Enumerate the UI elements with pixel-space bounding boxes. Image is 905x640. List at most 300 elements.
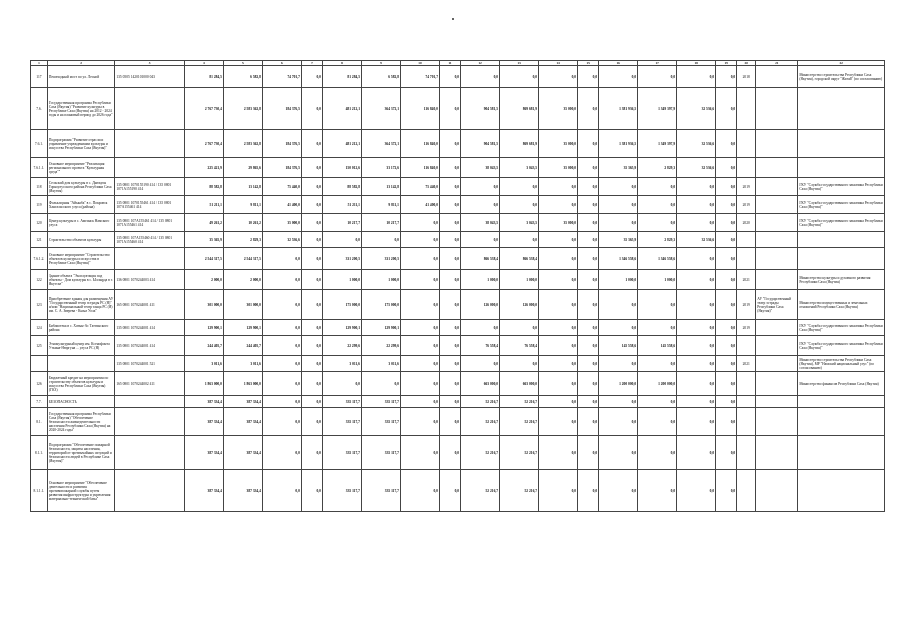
amount-cell: 9 811,1 bbox=[361, 196, 400, 214]
year-cell: 2019 bbox=[737, 178, 756, 196]
amount-cell: 0,0 bbox=[400, 320, 439, 336]
year-cell: 2018 bbox=[737, 66, 756, 88]
responsible-cell bbox=[756, 336, 798, 356]
amount-cell: 0,0 bbox=[262, 336, 301, 356]
budget-code-cell: 165 0801 1070244002 411 bbox=[115, 372, 185, 396]
item-name-cell: Строительство объектов культуры bbox=[47, 232, 114, 248]
amount-cell: 0,0 bbox=[262, 396, 301, 408]
item-name-cell: Основное мероприятие "Обеспечение деятельности и развития противопожарной службы путем развития инфраструктуры и укрепления материально-технической базы" bbox=[47, 470, 114, 512]
item-name-cell: Сельский дом культуры в с. Дьюкуон Горноулусского района Республики Саха (Якутия) bbox=[47, 178, 114, 196]
budget-table-sheet bbox=[30, 60, 885, 512]
table-row bbox=[31, 158, 885, 178]
amount-cell: 0,0 bbox=[439, 214, 460, 232]
amount-cell: 0,0 bbox=[638, 436, 677, 470]
column-number: 8 bbox=[322, 61, 361, 66]
column-number: 3 bbox=[115, 61, 185, 66]
amount-cell: 126 000,0 bbox=[461, 290, 500, 320]
amount-cell: 0,0 bbox=[677, 196, 716, 214]
amount-cell: 0,0 bbox=[578, 196, 599, 214]
responsible-cell bbox=[756, 88, 798, 130]
amount-cell: 2 000,0 bbox=[184, 270, 223, 290]
amount-cell: 0,0 bbox=[578, 470, 599, 512]
amount-cell: 0,0 bbox=[400, 396, 439, 408]
amount-cell: 0,0 bbox=[301, 158, 322, 178]
amount-cell: 0,0 bbox=[578, 290, 599, 320]
amount-cell: 3 011,6 bbox=[361, 356, 400, 372]
amount-cell: 0,0 bbox=[677, 320, 716, 336]
amount-cell: 0,0 bbox=[578, 88, 599, 130]
responsible-cell bbox=[756, 196, 798, 214]
amount-cell: 1 000,0 bbox=[500, 270, 539, 290]
budget-code-cell: 165 0801 1070244001 411 bbox=[115, 290, 185, 320]
amount-cell: 0,0 bbox=[716, 232, 737, 248]
amount-cell: 38 043,5 bbox=[461, 158, 500, 178]
amount-cell: 0,0 bbox=[638, 356, 677, 372]
responsible-cell bbox=[798, 130, 885, 158]
amount-cell: 0,0 bbox=[599, 320, 638, 336]
amount-cell: 32 536,6 bbox=[677, 232, 716, 248]
year-cell bbox=[737, 436, 756, 470]
amount-cell: 0,0 bbox=[439, 270, 460, 290]
year-cell bbox=[737, 470, 756, 512]
amount-cell: 0,0 bbox=[439, 178, 460, 196]
amount-cell: 0,0 bbox=[262, 248, 301, 270]
amount-cell: 13 142,8 bbox=[361, 178, 400, 196]
column-number: 22 bbox=[798, 61, 885, 66]
amount-cell: 0,0 bbox=[677, 214, 716, 232]
amount-cell: 9 811,1 bbox=[223, 196, 262, 214]
year-cell: 2021 bbox=[737, 356, 756, 372]
amount-cell: 481 212,1 bbox=[322, 130, 361, 158]
row-number-cell: 118 bbox=[31, 178, 48, 196]
amount-cell: 0,0 bbox=[461, 320, 500, 336]
amount-cell: 0,0 bbox=[301, 470, 322, 512]
amount-cell: 0,0 bbox=[439, 470, 460, 512]
amount-cell: 0,0 bbox=[638, 196, 677, 214]
amount-cell: 1 200 000,0 bbox=[599, 372, 638, 396]
table-row bbox=[31, 130, 885, 158]
column-number: 1 bbox=[31, 61, 48, 66]
amount-cell: 0,0 bbox=[716, 178, 737, 196]
row-number-cell: 7.7. bbox=[31, 396, 48, 408]
amount-cell: 129 900,1 bbox=[361, 320, 400, 336]
year-cell bbox=[737, 248, 756, 270]
column-number: 2 bbox=[47, 61, 114, 66]
amount-cell: 481 212,1 bbox=[322, 88, 361, 130]
amount-cell: 3 011,6 bbox=[184, 356, 223, 372]
amount-cell: 0,0 bbox=[301, 232, 322, 248]
responsible-cell: Министерство культуры и духовного развития Республики Саха (Якутия) bbox=[798, 270, 885, 290]
budget-code-cell: 135 0801 107А155461 414 / 135 0801 1071А155461 414 bbox=[115, 214, 185, 232]
responsible-cell: Министерство строительства Республики Саха (Якутия), МР "Намский национальный улус" (по согласованию) bbox=[798, 356, 885, 372]
budget-code-cell bbox=[115, 436, 185, 470]
column-number: 21 bbox=[756, 61, 798, 66]
column-number: 6 bbox=[262, 61, 301, 66]
amount-cell: 145 558,6 bbox=[638, 336, 677, 356]
amount-cell: 35 000,0 bbox=[539, 88, 578, 130]
amount-cell: 0,0 bbox=[461, 66, 500, 88]
amount-cell: 0,0 bbox=[262, 270, 301, 290]
amount-cell: 1 349 397,9 bbox=[638, 88, 677, 130]
amount-cell: 22 299,6 bbox=[361, 336, 400, 356]
row-number-cell: 8.1.1. bbox=[31, 436, 48, 470]
responsible-cell bbox=[756, 356, 798, 372]
responsible-cell: АУ "Государственный театр эстрады Республики Саха (Якутия)" bbox=[756, 290, 798, 320]
amount-cell: 74 701,7 bbox=[262, 66, 301, 88]
amount-cell: 0,0 bbox=[400, 372, 439, 396]
amount-cell: 387 334,4 bbox=[184, 436, 223, 470]
responsible-cell bbox=[756, 130, 798, 158]
amount-cell: 0,0 bbox=[539, 336, 578, 356]
amount-cell: 0,0 bbox=[677, 248, 716, 270]
amount-cell: 0,0 bbox=[578, 408, 599, 436]
amount-cell: 0,0 bbox=[677, 66, 716, 88]
amount-cell: 335 117,7 bbox=[361, 436, 400, 470]
amount-cell: 0,0 bbox=[400, 290, 439, 320]
year-cell bbox=[737, 372, 756, 396]
column-number: 14 bbox=[539, 61, 578, 66]
amount-cell: 244 405,7 bbox=[184, 336, 223, 356]
amount-cell: 0,0 bbox=[301, 320, 322, 336]
amount-cell: 225 421,9 bbox=[184, 158, 223, 178]
amount-cell: 1 863 000,0 bbox=[223, 372, 262, 396]
amount-cell: 52 216,7 bbox=[461, 470, 500, 512]
year-cell: 2019 bbox=[737, 196, 756, 214]
budget-code-cell: 136 0801 1070244003 414 bbox=[115, 270, 185, 290]
year-cell: 2021 bbox=[737, 270, 756, 290]
item-name-cell: Бюджетный кредит на мероприятия по строительству объектов культуры и искусства Республики Саха (Якутия) (ГКЗ) bbox=[47, 372, 114, 396]
amount-cell: 175 000,0 bbox=[361, 290, 400, 320]
responsible-cell bbox=[798, 158, 885, 178]
amount-cell: 126 000,0 bbox=[500, 290, 539, 320]
amount-cell: 904 581,5 bbox=[461, 88, 500, 130]
amount-cell: 0,0 bbox=[677, 178, 716, 196]
amount-cell: 0,0 bbox=[439, 196, 460, 214]
year-cell: 2019 bbox=[737, 320, 756, 336]
amount-cell: 0,0 bbox=[500, 178, 539, 196]
amount-cell: 0,0 bbox=[716, 270, 737, 290]
amount-cell: 22 299,6 bbox=[322, 336, 361, 356]
row-number-cell: 8.1. bbox=[31, 408, 48, 436]
responsible-cell bbox=[756, 320, 798, 336]
amount-cell: 0,0 bbox=[599, 470, 638, 512]
amount-cell: 866 538,4 bbox=[500, 248, 539, 270]
amount-cell: 2 544 317,5 bbox=[184, 248, 223, 270]
amount-cell: 74 701,7 bbox=[400, 66, 439, 88]
amount-cell: 38 043,5 bbox=[461, 214, 500, 232]
amount-cell: 1 000,0 bbox=[599, 270, 638, 290]
responsible-cell: ГКУ "Служба государственного заказчика Республики Саха (Якутия)" bbox=[798, 196, 885, 214]
table-row bbox=[31, 470, 885, 512]
amount-cell: 0,0 bbox=[400, 436, 439, 470]
budget-code-cell: 135 0505 1420101000 043 bbox=[115, 66, 185, 88]
amount-cell: 0,0 bbox=[439, 88, 460, 130]
amount-cell: 76 558,4 bbox=[461, 336, 500, 356]
amount-cell: 0,0 bbox=[301, 178, 322, 196]
amount-cell: 3 043,5 bbox=[500, 158, 539, 178]
item-name-cell: Подпрограмма "Развитие отрасли и управление учреждениями культуры и искусства Республики Саха (Якутия)" bbox=[47, 130, 114, 158]
amount-cell: 0,0 bbox=[301, 66, 322, 88]
amount-cell: 0,0 bbox=[539, 66, 578, 88]
amount-cell: 0,0 bbox=[578, 336, 599, 356]
amount-cell: 0,0 bbox=[400, 214, 439, 232]
amount-cell: 13 142,8 bbox=[223, 178, 262, 196]
column-number: 12 bbox=[461, 61, 500, 66]
amount-cell: 0,0 bbox=[539, 372, 578, 396]
amount-cell: 0,0 bbox=[439, 396, 460, 408]
amount-cell: 32 536,6 bbox=[677, 158, 716, 178]
amount-cell: 0,0 bbox=[262, 408, 301, 436]
budget-code-cell bbox=[115, 130, 185, 158]
amount-cell: 0,0 bbox=[539, 396, 578, 408]
responsible-cell bbox=[798, 232, 885, 248]
amount-cell: 52 216,7 bbox=[461, 396, 500, 408]
amount-cell: 2 829,3 bbox=[638, 232, 677, 248]
amount-cell: 0,0 bbox=[578, 178, 599, 196]
amount-cell: 41 400,0 bbox=[262, 196, 301, 214]
amount-cell: 81 284,5 bbox=[322, 66, 361, 88]
amount-cell: 2 544 317,5 bbox=[223, 248, 262, 270]
row-number-cell: 7.6.1.2. bbox=[31, 248, 48, 270]
amount-cell: 0,0 bbox=[716, 396, 737, 408]
budget-code-cell bbox=[115, 396, 185, 408]
amount-cell: 88 582,8 bbox=[184, 178, 223, 196]
year-cell bbox=[737, 232, 756, 248]
amount-cell: 0,0 bbox=[301, 290, 322, 320]
responsible-cell: ГКУ "Служба государственного заказчика Республики Саха (Якутия)" bbox=[798, 320, 885, 336]
amount-cell: 0,0 bbox=[439, 336, 460, 356]
amount-cell: 0,0 bbox=[400, 232, 439, 248]
amount-cell: 0,0 bbox=[500, 356, 539, 372]
amount-cell: 0,0 bbox=[439, 232, 460, 248]
amount-cell: 0,0 bbox=[599, 290, 638, 320]
amount-cell: 0,0 bbox=[322, 232, 361, 248]
amount-cell: 0,0 bbox=[716, 66, 737, 88]
amount-cell: 6 582,8 bbox=[223, 66, 262, 88]
amount-cell: 33 172,6 bbox=[361, 158, 400, 178]
amount-cell: 387 334,4 bbox=[184, 396, 223, 408]
amount-cell: 331 200,5 bbox=[322, 248, 361, 270]
responsible-cell bbox=[798, 408, 885, 436]
table-row bbox=[31, 436, 885, 470]
amount-cell: 10 217,7 bbox=[361, 214, 400, 232]
amount-cell: 0,0 bbox=[500, 66, 539, 88]
amount-cell: 1 000,0 bbox=[322, 270, 361, 290]
item-name-cell: Фольклорная "Айыыба" в с. Покровск Хангаласского улуса (района) bbox=[47, 196, 114, 214]
amount-cell: 663 000,0 bbox=[500, 372, 539, 396]
amount-cell: 0,0 bbox=[677, 436, 716, 470]
budget-code-cell bbox=[115, 408, 185, 436]
table-row bbox=[31, 178, 885, 196]
amount-cell: 869 681,9 bbox=[500, 88, 539, 130]
amount-cell: 129 900,1 bbox=[184, 320, 223, 336]
amount-cell: 2 767 730,4 bbox=[184, 88, 223, 130]
amount-cell: 0,0 bbox=[578, 232, 599, 248]
amount-cell: 32 536,6 bbox=[262, 232, 301, 248]
amount-cell: 129 900,1 bbox=[322, 320, 361, 336]
row-number-cell: 124 bbox=[31, 320, 48, 336]
amount-cell: 0,0 bbox=[400, 336, 439, 356]
amount-cell: 1 000,0 bbox=[361, 270, 400, 290]
amount-cell: 184 376,5 bbox=[262, 130, 301, 158]
amount-cell: 0,0 bbox=[539, 356, 578, 372]
amount-cell: 0,0 bbox=[461, 196, 500, 214]
amount-cell: 0,0 bbox=[716, 320, 737, 336]
item-name-cell: Библиотека в с. Хатын-Ас Таттинского района bbox=[47, 320, 114, 336]
item-name-cell: БЕЗОПАСНОСТЬ bbox=[47, 396, 114, 408]
table-row bbox=[31, 66, 885, 88]
amount-cell: 0,0 bbox=[677, 372, 716, 396]
amount-cell: 387 334,4 bbox=[223, 408, 262, 436]
amount-cell: 0,0 bbox=[400, 248, 439, 270]
row-number-cell: 119 bbox=[31, 196, 48, 214]
responsible-cell: ГКУ "Служба государственного заказчика Республики Саха (Якутия)" bbox=[798, 336, 885, 356]
row-number-cell: 7.6.1.1. bbox=[31, 158, 48, 178]
amount-cell: 335 117,7 bbox=[361, 408, 400, 436]
year-cell bbox=[737, 408, 756, 436]
amount-cell: 0,0 bbox=[301, 130, 322, 158]
table-row bbox=[31, 336, 885, 356]
amount-cell: 0,0 bbox=[262, 470, 301, 512]
amount-cell: 0,0 bbox=[539, 470, 578, 512]
row-number-cell: 123 bbox=[31, 290, 48, 320]
amount-cell: 0,0 bbox=[578, 248, 599, 270]
amount-cell: 1 200 000,0 bbox=[638, 372, 677, 396]
amount-cell: 0,0 bbox=[301, 372, 322, 396]
amount-cell: 51 211,1 bbox=[184, 196, 223, 214]
amount-cell: 1 863 000,0 bbox=[184, 372, 223, 396]
amount-cell: 1 346 558,6 bbox=[638, 248, 677, 270]
amount-cell: 866 538,4 bbox=[461, 248, 500, 270]
year-cell bbox=[737, 336, 756, 356]
amount-cell: 52 216,7 bbox=[500, 396, 539, 408]
item-name-cell: Государственная программа Республики Саха (Якутия) "Развитие культуры в Республике Саха (Якутия) на 2012 - 2024 годы и на плановый период до 2026 года" bbox=[47, 88, 114, 130]
responsible-cell bbox=[756, 470, 798, 512]
responsible-cell bbox=[756, 372, 798, 396]
amount-cell: 75 440,0 bbox=[262, 178, 301, 196]
row-number-cell: 8.1.1.1. bbox=[31, 470, 48, 512]
amount-cell: 116 840,0 bbox=[400, 130, 439, 158]
amount-cell: 0,0 bbox=[677, 356, 716, 372]
item-name-cell bbox=[47, 356, 114, 372]
amount-cell: 1 000,0 bbox=[461, 270, 500, 290]
column-number: 10 bbox=[400, 61, 439, 66]
amount-cell: 0,0 bbox=[439, 408, 460, 436]
amount-cell: 1 000,0 bbox=[638, 270, 677, 290]
amount-cell: 150 012,6 bbox=[322, 158, 361, 178]
amount-cell: 0,0 bbox=[716, 290, 737, 320]
item-name-cell: Основное мероприятие "Реализация регионального проекта "Культурная среда"" bbox=[47, 158, 114, 178]
amount-cell: 52 216,7 bbox=[500, 436, 539, 470]
column-number: 15 bbox=[578, 61, 599, 66]
amount-cell: 301 000,0 bbox=[223, 290, 262, 320]
amount-cell: 0,0 bbox=[716, 196, 737, 214]
amount-cell: 0,0 bbox=[439, 130, 460, 158]
amount-cell: 2 767 730,4 bbox=[184, 130, 223, 158]
amount-cell: 0,0 bbox=[322, 372, 361, 396]
row-number-cell: 121 bbox=[31, 232, 48, 248]
amount-cell: 0,0 bbox=[638, 290, 677, 320]
table-row bbox=[31, 248, 885, 270]
amount-cell: 3 043,5 bbox=[500, 214, 539, 232]
amount-cell: 0,0 bbox=[301, 196, 322, 214]
amount-cell: 0,0 bbox=[599, 214, 638, 232]
amount-cell: 0,0 bbox=[638, 408, 677, 436]
item-name-cell: Подпрограмма "Обеспечение пожарной безопасности, защиты населения, территорий от чрезвычайных ситуаций и безопасности людей в Республике Саха (Якутия)" bbox=[47, 436, 114, 470]
column-number: 17 bbox=[638, 61, 677, 66]
amount-cell: 29 865,6 bbox=[223, 158, 262, 178]
amount-cell: 35 000,0 bbox=[539, 130, 578, 158]
amount-cell: 0,0 bbox=[599, 396, 638, 408]
amount-cell: 0,0 bbox=[301, 88, 322, 130]
amount-cell: 0,0 bbox=[578, 158, 599, 178]
amount-cell: 35 365,9 bbox=[599, 232, 638, 248]
amount-cell: 0,0 bbox=[716, 214, 737, 232]
amount-cell: 0,0 bbox=[599, 436, 638, 470]
amount-cell: 32 536,6 bbox=[677, 130, 716, 158]
table-row bbox=[31, 214, 885, 232]
amount-cell: 364 372,1 bbox=[361, 130, 400, 158]
year-cell: 2020 bbox=[737, 214, 756, 232]
amount-cell: 35 000,0 bbox=[262, 214, 301, 232]
amount-cell: 0,0 bbox=[677, 408, 716, 436]
amount-cell: 0,0 bbox=[716, 436, 737, 470]
item-name-cell: Здание объекта "Эксплуатация под объекты - Дом культуры в с. Ыллырда в г. Якутске" bbox=[47, 270, 114, 290]
amount-cell: 2 583 362,8 bbox=[223, 88, 262, 130]
amount-cell: 904 581,5 bbox=[461, 130, 500, 158]
amount-cell: 0,0 bbox=[539, 232, 578, 248]
amount-cell: 145 558,6 bbox=[599, 336, 638, 356]
responsible-cell: ГКУ "Служба государственного заказчика Республики Саха (Якутия)" bbox=[798, 214, 885, 232]
amount-cell: 387 334,4 bbox=[223, 470, 262, 512]
column-number: 19 bbox=[716, 61, 737, 66]
amount-cell: 0,0 bbox=[262, 290, 301, 320]
amount-cell: 175 000,0 bbox=[322, 290, 361, 320]
amount-cell: 76 558,4 bbox=[500, 336, 539, 356]
amount-cell: 0,0 bbox=[400, 356, 439, 372]
responsible-cell bbox=[756, 408, 798, 436]
row-number-cell bbox=[31, 356, 48, 372]
column-number: 11 bbox=[439, 61, 460, 66]
amount-cell: 0,0 bbox=[500, 320, 539, 336]
amount-cell: 0,0 bbox=[461, 232, 500, 248]
amount-cell: 244 405,7 bbox=[223, 336, 262, 356]
amount-cell: 32 536,6 bbox=[677, 88, 716, 130]
column-number: 4 bbox=[184, 61, 223, 66]
amount-cell: 0,0 bbox=[400, 470, 439, 512]
amount-cell: 6 582,8 bbox=[361, 66, 400, 88]
amount-cell: 116 840,0 bbox=[400, 88, 439, 130]
amount-cell: 75 440,0 bbox=[400, 178, 439, 196]
amount-cell: 0,0 bbox=[539, 290, 578, 320]
amount-cell: 0,0 bbox=[599, 178, 638, 196]
item-name-cell: Основное мероприятие "Строительство объектов культуры и искусства в Республике Саха (Якутия)" bbox=[47, 248, 114, 270]
amount-cell: 49 261,2 bbox=[184, 214, 223, 232]
amount-cell: 0,0 bbox=[301, 270, 322, 290]
row-number-cell: 7.6.1. bbox=[31, 130, 48, 158]
amount-cell: 52 216,7 bbox=[500, 470, 539, 512]
responsible-cell bbox=[756, 66, 798, 88]
amount-cell: 0,0 bbox=[638, 178, 677, 196]
amount-cell: 0,0 bbox=[677, 396, 716, 408]
amount-cell: 0,0 bbox=[638, 214, 677, 232]
column-number: 7 bbox=[301, 61, 322, 66]
amount-cell: 387 334,4 bbox=[184, 408, 223, 436]
amount-cell: 0,0 bbox=[262, 356, 301, 372]
amount-cell: 0,0 bbox=[716, 408, 737, 436]
amount-cell: 0,0 bbox=[301, 356, 322, 372]
amount-cell: 2 000,0 bbox=[223, 270, 262, 290]
